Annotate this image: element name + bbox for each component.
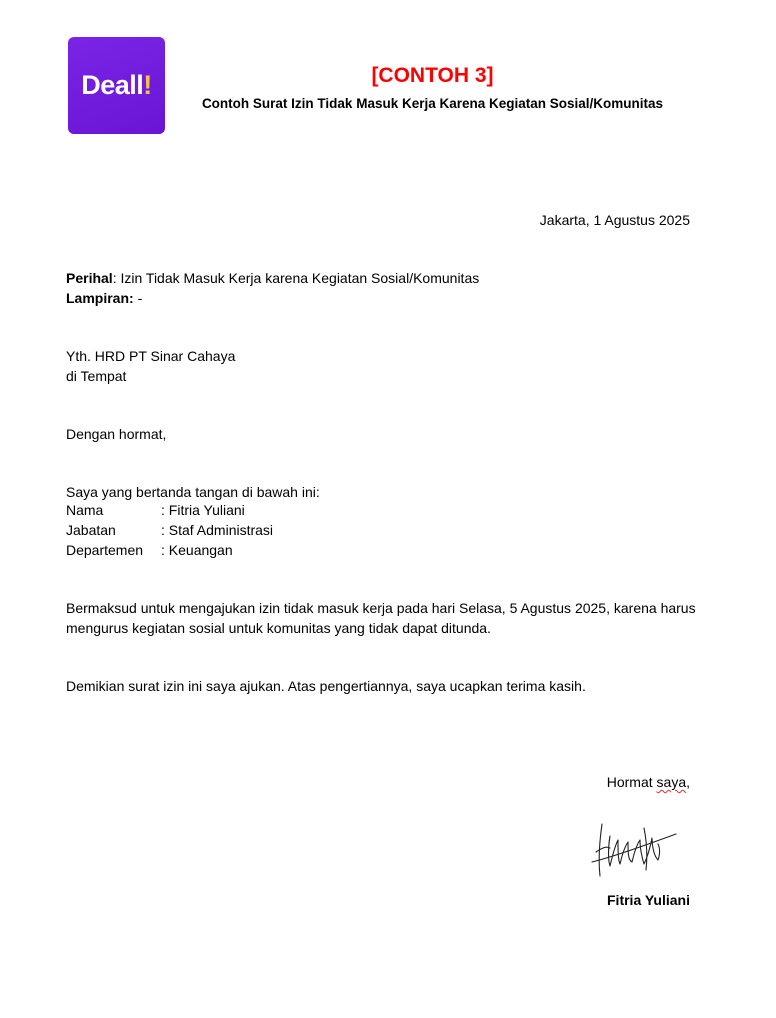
attachment-value: - <box>133 290 143 306</box>
closing-paragraph: Demikian surat izin ini saya ajukan. Atas pengertiannya, saya ucapkan terima kasih. <box>66 678 586 694</box>
field-value: : Fitria Yuliani <box>161 502 245 518</box>
subject-label: Perihal <box>66 270 113 286</box>
body-paragraph: Bermaksud untuk mengajukan izin tidak masuk kerja pada hari Selasa, 5 Agustus 2025, karena harus mengurus kegiatan sosial untuk komunitas yang tidak dapat ditunda. <box>66 600 696 636</box>
closing-salutation: Hormat saya, <box>606 774 690 790</box>
signer-name: Fitria Yuliani <box>607 892 690 908</box>
attachment-line <box>66 288 142 308</box>
deall-logo <box>68 37 165 134</box>
document-title: [CONTOH 3] <box>371 64 494 87</box>
recipient-line-1: Yth. HRD PT Sinar Cahaya <box>66 348 236 364</box>
logo-text: Deall! <box>81 70 152 100</box>
field-value: : Keuangan <box>161 542 233 558</box>
intro-line: Saya yang bertanda tangan di bawah ini: <box>66 484 320 500</box>
subject-value: : Izin Tidak Masuk Kerja karena Kegiatan Sosial/Komunitas <box>112 270 480 286</box>
spellcheck-underlined-word: saya <box>656 774 687 790</box>
subject-line <box>66 268 479 288</box>
document-subtitle: Contoh Surat Izin Tidak Masuk Kerja Karena Kegiatan Sosial/Komunitas <box>201 96 664 111</box>
field-value: : Staf Administrasi <box>161 522 274 538</box>
handwritten-signature <box>588 818 680 882</box>
field-label: Jabatan <box>66 522 116 538</box>
field-label: Departemen <box>66 542 144 558</box>
place-date: Jakarta, 1 Agustus 2025 <box>539 212 690 228</box>
recipient-line-2: di Tempat <box>66 368 127 384</box>
field-label: Nama <box>66 502 104 518</box>
greeting: Dengan hormat, <box>66 426 167 442</box>
attachment-label: Lampiran: <box>66 290 134 306</box>
